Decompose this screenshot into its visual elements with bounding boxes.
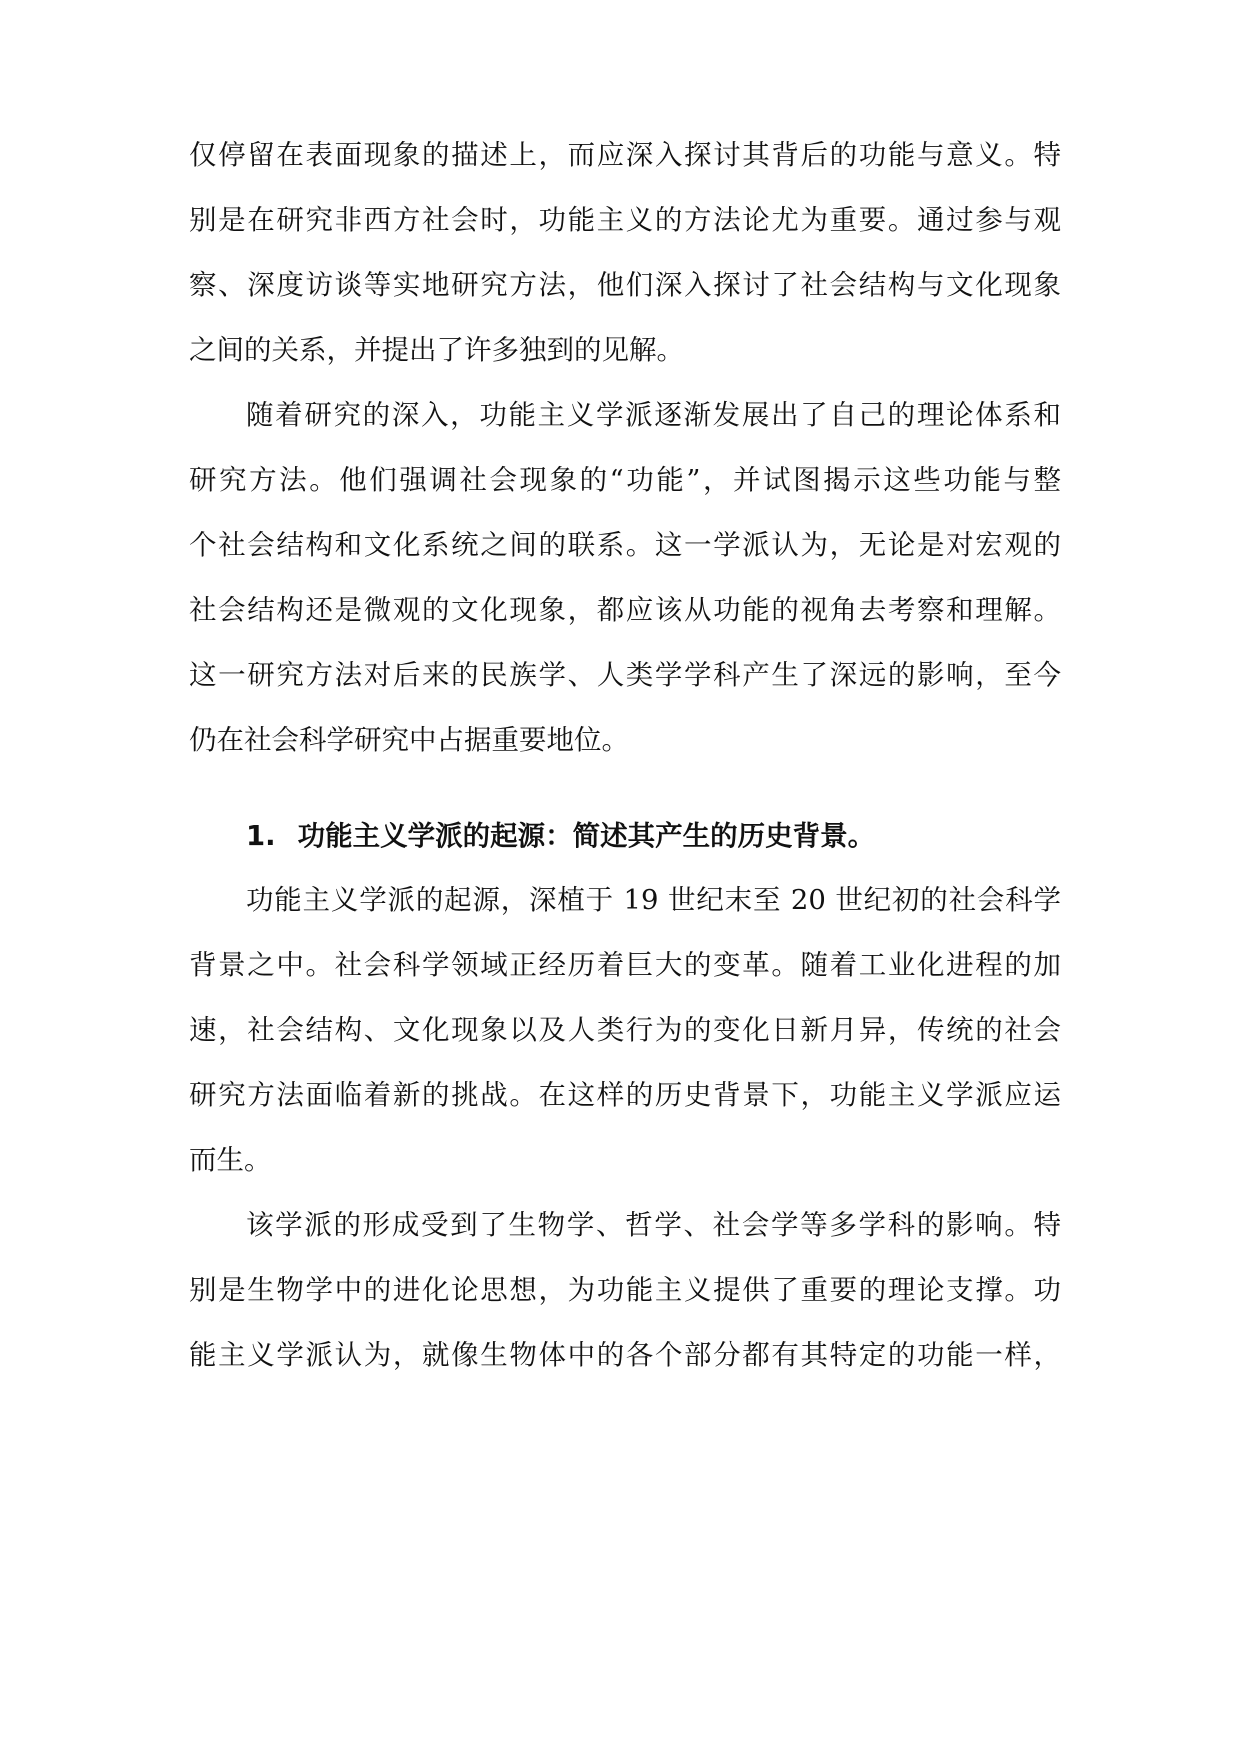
paragraph-4-line-2: 别是生物学中的进化论思想，为功能主义提供了重要的理论支撑。功 <box>189 1274 1061 1306</box>
paragraph-2-line-4: 社会结构还是微观的文化现象，都应该从功能的视角去考察和理解。 <box>189 594 1061 626</box>
paragraph-2-line-3: 个社会结构和文化系统之间的联系。这一学派认为，无论是对宏观的 <box>189 529 1061 561</box>
paragraph-3-line-3: 速，社会结构、文化现象以及人类行为的变化日新月异，传统的社会 <box>189 1014 1061 1046</box>
paragraph-2-line-1: 随着研究的深入，功能主义学派逐渐发展出了自己的理论体系和 <box>246 399 1061 431</box>
paragraph-3-line-1: 功能主义学派的起源，深植于 19 世纪末至 20 世纪初的社会科学 <box>246 884 1061 916</box>
paragraph-1-line-3: 察、深度访谈等实地研究方法，他们深入探讨了社会结构与文化现象 <box>189 269 1061 301</box>
paragraph-4-line-3: 能主义学派认为，就像生物体中的各个部分都有其特定的功能一样， <box>189 1339 1061 1371</box>
section-heading <box>246 814 875 858</box>
paragraph-3-line-5: 而生。 <box>189 1144 272 1176</box>
paragraph-3-line-2: 背景之中。社会科学领域正经历着巨大的变革。随着工业化进程的加 <box>189 949 1061 981</box>
paragraph-3-line-4: 研究方法面临着新的挑战。在这样的历史背景下，功能主义学派应运 <box>189 1079 1061 1111</box>
paragraph-2-line-6: 仍在社会科学研究中占据重要地位。 <box>189 724 629 756</box>
paragraph-2-line-5: 这一研究方法对后来的民族学、人类学学科产生了深远的影响，至今 <box>189 659 1061 691</box>
paragraph-4-line-1: 该学派的形成受到了生物学、哲学、社会学等多学科的影响。特 <box>246 1209 1061 1241</box>
section-heading-text: 功能主义学派的起源：简述其产生的历史背景。 <box>297 820 876 852</box>
paragraph-1-line-1: 仅停留在表面现象的描述上，而应深入探讨其背后的功能与意义。特 <box>189 139 1061 171</box>
paragraph-1-line-4: 之间的关系，并提出了许多独到的见解。 <box>189 334 684 366</box>
paragraph-1-line-2: 别是在研究非西方社会时，功能主义的方法论尤为重要。通过参与观 <box>189 204 1061 236</box>
section-heading-number: 1. <box>246 820 276 852</box>
paragraph-2-line-2: 研究方法。他们强调社会现象的“功能”，并试图揭示这些功能与整 <box>189 464 1061 496</box>
